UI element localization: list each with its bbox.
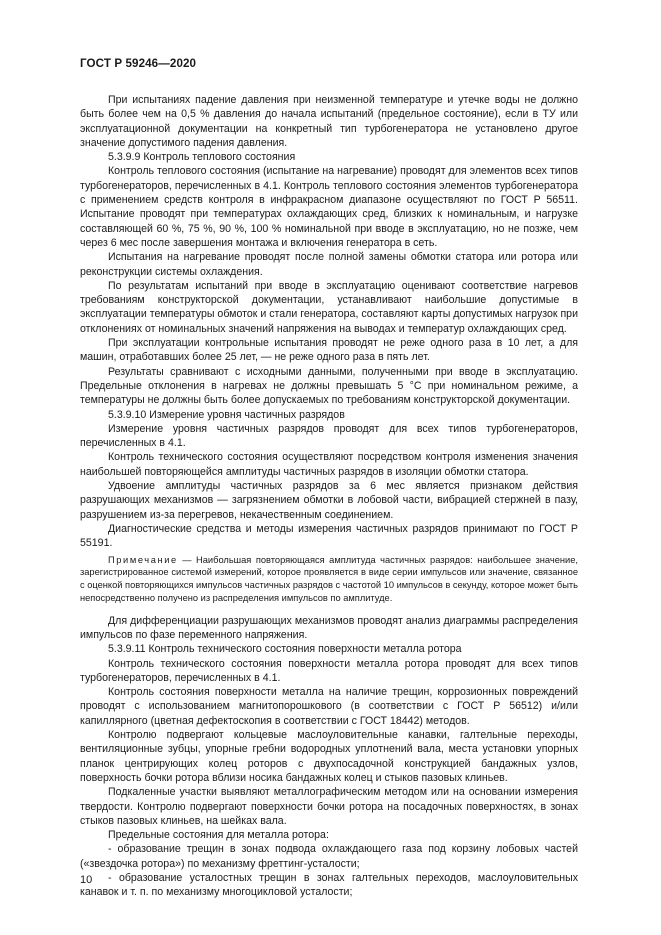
note-label: Примечание [108,554,178,565]
paragraph: Измерение уровня частичных разрядов проводят для всех типов турбогенераторов, перечисленных в 4.1. [80,422,578,450]
paragraph: Предельные состояния для металла ротора: [108,829,329,842]
document-header: ГОСТ Р 59246—2020 [80,57,197,70]
paragraph: Подкаленные участки выявляют металлографическим методом или на основании измерения твердости. Контролю подвергают поверхности бочки ротора на посадочных поверхностях, в зонах стыков пазовых клиньев, на шейках вала. [80,786,578,827]
paragraph: Результаты сравнивают с исходными данными, полученными при вводе в эксплуатацию. Предельные отклонения в нагревах не должны превышать 5 °С при номинальном режиме, а температуры не должны быть более допускаемых по требованиям конструкторской документации. [80,365,578,407]
paragraph: Испытания на нагревание проводят после полной замены обмотки статора или ротора или реконструкции системы охлаждения. [80,251,578,278]
section-heading: 5.3.9.10 Измерение уровня частичных разрядов [108,408,345,421]
paragraph: Диагностические средства и методы измерения частичных разрядов принимают по ГОСТ Р 55191. [80,522,578,550]
list-item: - образование усталостных трещин в зонах галтельных переходов, маслоуловительных канавок и т. п. по механизму многоцикловой усталости; [80,872,578,899]
document-body [80,93,578,900]
paragraph: Контроль технического состояния осуществляют посредством контроля изменения значения наибольшей повторяющейся амплитуды частичных разрядов в изоляции обмотки статора. [80,451,578,478]
paragraph: Удвоение амплитуды частичных разрядов за 6 мес является признаком действия разрушающих механизмов — загрязнением обмотки в лобовой части, вибрацией стержней в пазу, разрушением из-за перегревов, некачественным соединением. [80,480,578,521]
page-number: 10 [80,874,93,886]
section-heading: 5.3.9.11 Контроль технического состояния поверхности металла ротора [108,643,462,656]
section-heading: 5.3.9.9 Контроль теплового состояния [108,151,296,164]
paragraph: По результатам испытаний при вводе в эксплуатацию оценивают соответствие нагревов требованиям конструкторской документации, устанавливают наибольшие допустимые в эксплуатации температуры обмоток и стали генератора, составляют карты допустимых нагрузок при отклонениях от номинальных значений напряжения на выводах и температур охлаждающих сред. [80,279,578,335]
paragraph: При испытаниях падение давления при неизменной температуре и утечке воды не должно быть более чем на 0,5 % давления до начала испытаний (предельное состояние), если в ТУ или эксплуатационной документации на конкретный тип турбогенератора не установлено другое значение допустимого падения давления. [80,94,578,149]
note-text: — Наибольшая повторяющаяся амплитуда частичных разрядов: наибольшее значение, зарегистрированное системой измерений, которое проявляется в виде серии импульсов или значение, связанное с оценкой повторяющихся импульсов частичных разрядов с частотой 10 импульсов в секунду, которое может быть непосредственно получено из распределения импульсов по амплитуде. [80,554,578,603]
list-item: - образование трещин в зонах подвода охлаждающего газа под корзину лобовых частей («звездочка ротора») по механизму фреттинг-усталости; [80,843,578,870]
paragraph: Контролю подвергают кольцевые маслоуловительные канавки, галтельные переходы, вентиляционные зубцы, упорные гребни водородных уплотнений вала, места установки упорных планок центрирующих колец роторов с двухпосадочной конструкцией бандажных узлов, поверхность бочки ротора вблизи носика бандажных колец и стыков пазовых клиньев. [80,729,578,784]
paragraph: Контроль состояния поверхности металла на наличие трещин, коррозионных повреждений проводят с использованием магнитопорошкового (в соответствии с ГОСТ Р 56512) и/или капиллярного (цветная дефектоскопия в соответствии с ГОСТ 18442) методов. [80,686,578,727]
paragraph: Для дифференциации разрушающих механизмов проводят анализ диаграммы распределения импульсов по фазе переменного напряжения. [80,614,578,641]
paragraph: При эксплуатации контрольные испытания проводят не реже одного раза в 10 лет, а для машин, отработавших более 25 лет, — не реже одного раза в пять лет. [80,337,578,364]
paragraph: Контроль теплового состояния (испытание на нагревание) проводят для элементов всех типов турбогенераторов, перечисленных в 4.1. Контроль теплового состояния элементов турбогенератора с применением средств контроля в инфракрасном диапазоне осуществляют по ГОСТ Р 56511. Испытание проводят при температурах охлаждающих сред, близких к номинальным, и нагрузке составляющей 60 %, 75 %, 90 %, 100 % номинальной при вводе в эксплуатацию, но не позже, чем через 6 мес после завершения монтажа и включения генератора в сеть. [80,165,578,249]
paragraph: Контроль технического состояния поверхности металла ротора проводят для всех типов турбогенераторов, перечисленных в 4.1. [80,657,578,684]
note [80,554,578,605]
